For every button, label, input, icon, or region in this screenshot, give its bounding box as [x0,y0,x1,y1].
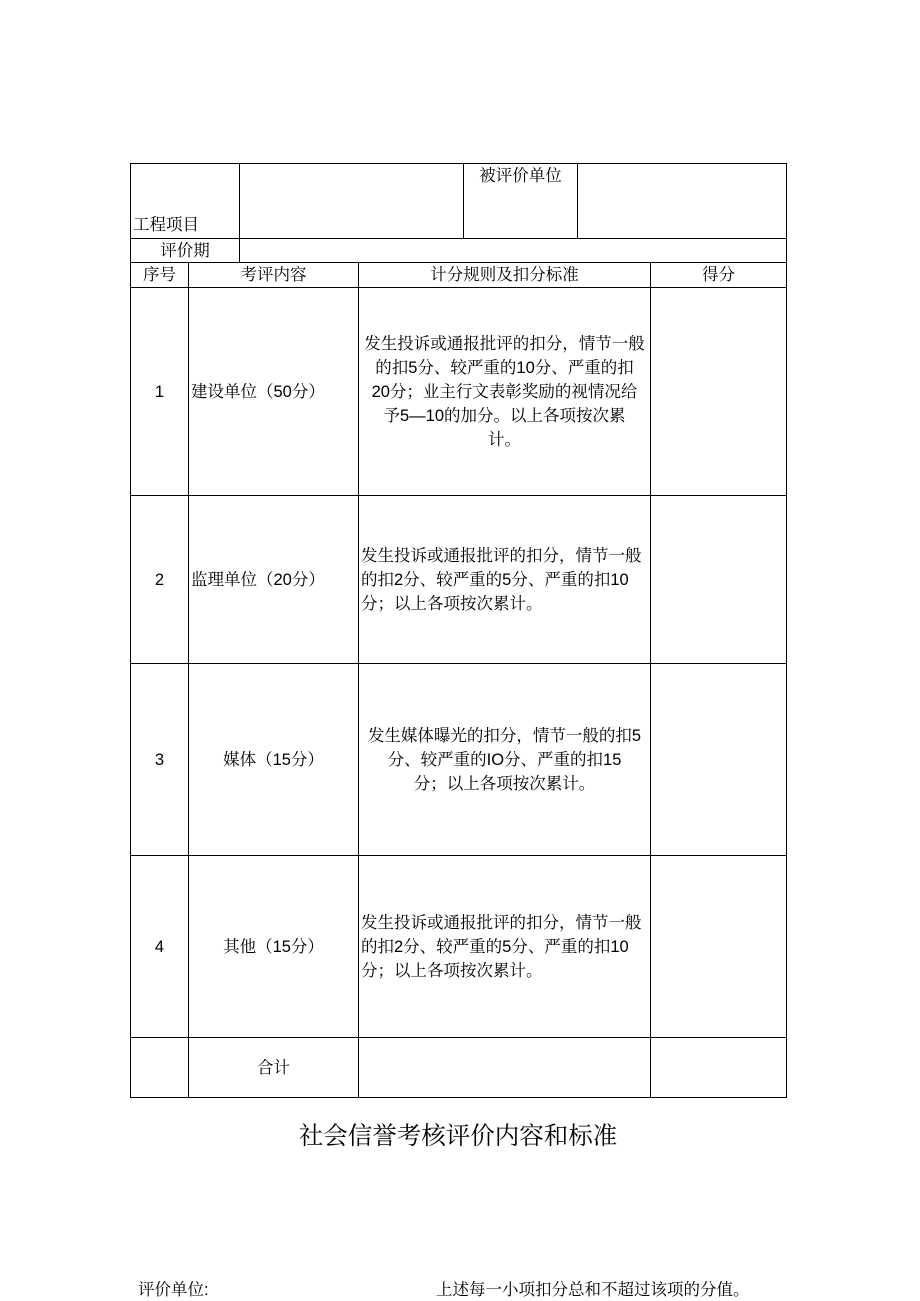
rule-line: 分；以上各项按次累计。 [361,961,543,980]
row-score-cell [651,856,787,1038]
evaluated-unit-value-cell [578,164,787,239]
row-score-cell [651,288,787,496]
row-content: 建设单位（50分） [189,288,359,496]
evaluation-table [130,163,787,1098]
rule-line: 分；以上各项按次累计。 [361,594,543,613]
total-no-cell [131,1038,189,1098]
row-no: 3 [131,664,189,856]
row-no: 2 [131,496,189,664]
row-rules [359,288,651,496]
row-no: 4 [131,856,189,1038]
table-row [131,664,787,856]
document-title: 社会信誉考核评价内容和标准 [298,1123,618,1150]
total-row [131,1038,787,1098]
period-label-cell [131,239,240,263]
row-score-cell [651,496,787,664]
row-rules [359,856,651,1038]
row-score-cell [651,664,787,856]
evaluator-label: 评价单位: [138,1281,209,1299]
row-content: 其他（15分） [189,856,359,1038]
project-value-cell [240,164,464,239]
period-value-cell [240,239,787,263]
rule-line: 的扣2分、较严重的5分、严重的扣10 [361,570,629,589]
row-content: 媒体（15分） [189,664,359,856]
rule-line: 发生媒体曝光的扣分，情节一般的扣5 [367,726,642,745]
table-row [131,856,787,1038]
table-header-row [131,263,787,288]
footer-note: 上述每一小项扣分总和不超过该项的分值。 [436,1281,750,1299]
project-label-cell [131,164,240,239]
rule-line: 发生投诉或通报批评的扣分，情节一般 [361,913,642,932]
rule-line: 发生投诉或通报批评的扣分，情节一般 [361,546,642,565]
rule-line: 予5—10的加分。以上各项按次累 [383,406,626,425]
header-rules: 计分规则及扣分标准 [359,263,651,288]
rule-line: 的扣2分、较严重的5分、严重的扣10 [361,937,629,956]
project-label: 工程项目 [133,216,199,234]
rule-line: 计。 [488,430,521,449]
rule-line: 的扣5分、较严重的10分、严重的扣 [375,358,634,377]
total-score-cell [651,1038,787,1098]
rule-line: 分；以上各项按次累计。 [413,774,596,793]
header-no: 序号 [131,263,189,288]
row-rules [359,496,651,664]
info-row-project [131,164,787,239]
evaluated-unit-label-cell [464,164,578,239]
period-label: 评价期 [160,241,210,260]
row-content: 监理单位（20分） [189,496,359,664]
info-row-period [131,239,787,263]
rule-line: 分、较严重的IO分、严重的扣15 [387,750,622,769]
row-rules [359,664,651,856]
header-content: 考评内容 [189,263,359,288]
table-row [131,496,787,664]
row-no: 1 [131,288,189,496]
rule-line: 20分；业主行文表彰奖励的视情况给 [371,382,638,401]
table-row [131,288,787,496]
total-label: 合计 [189,1038,359,1098]
rule-line: 发生投诉或通报批评的扣分，情节一般 [364,334,645,353]
total-rules-cell [359,1038,651,1098]
evaluated-unit-label: 被评价单位 [479,167,562,185]
header-score: 得分 [651,263,787,288]
